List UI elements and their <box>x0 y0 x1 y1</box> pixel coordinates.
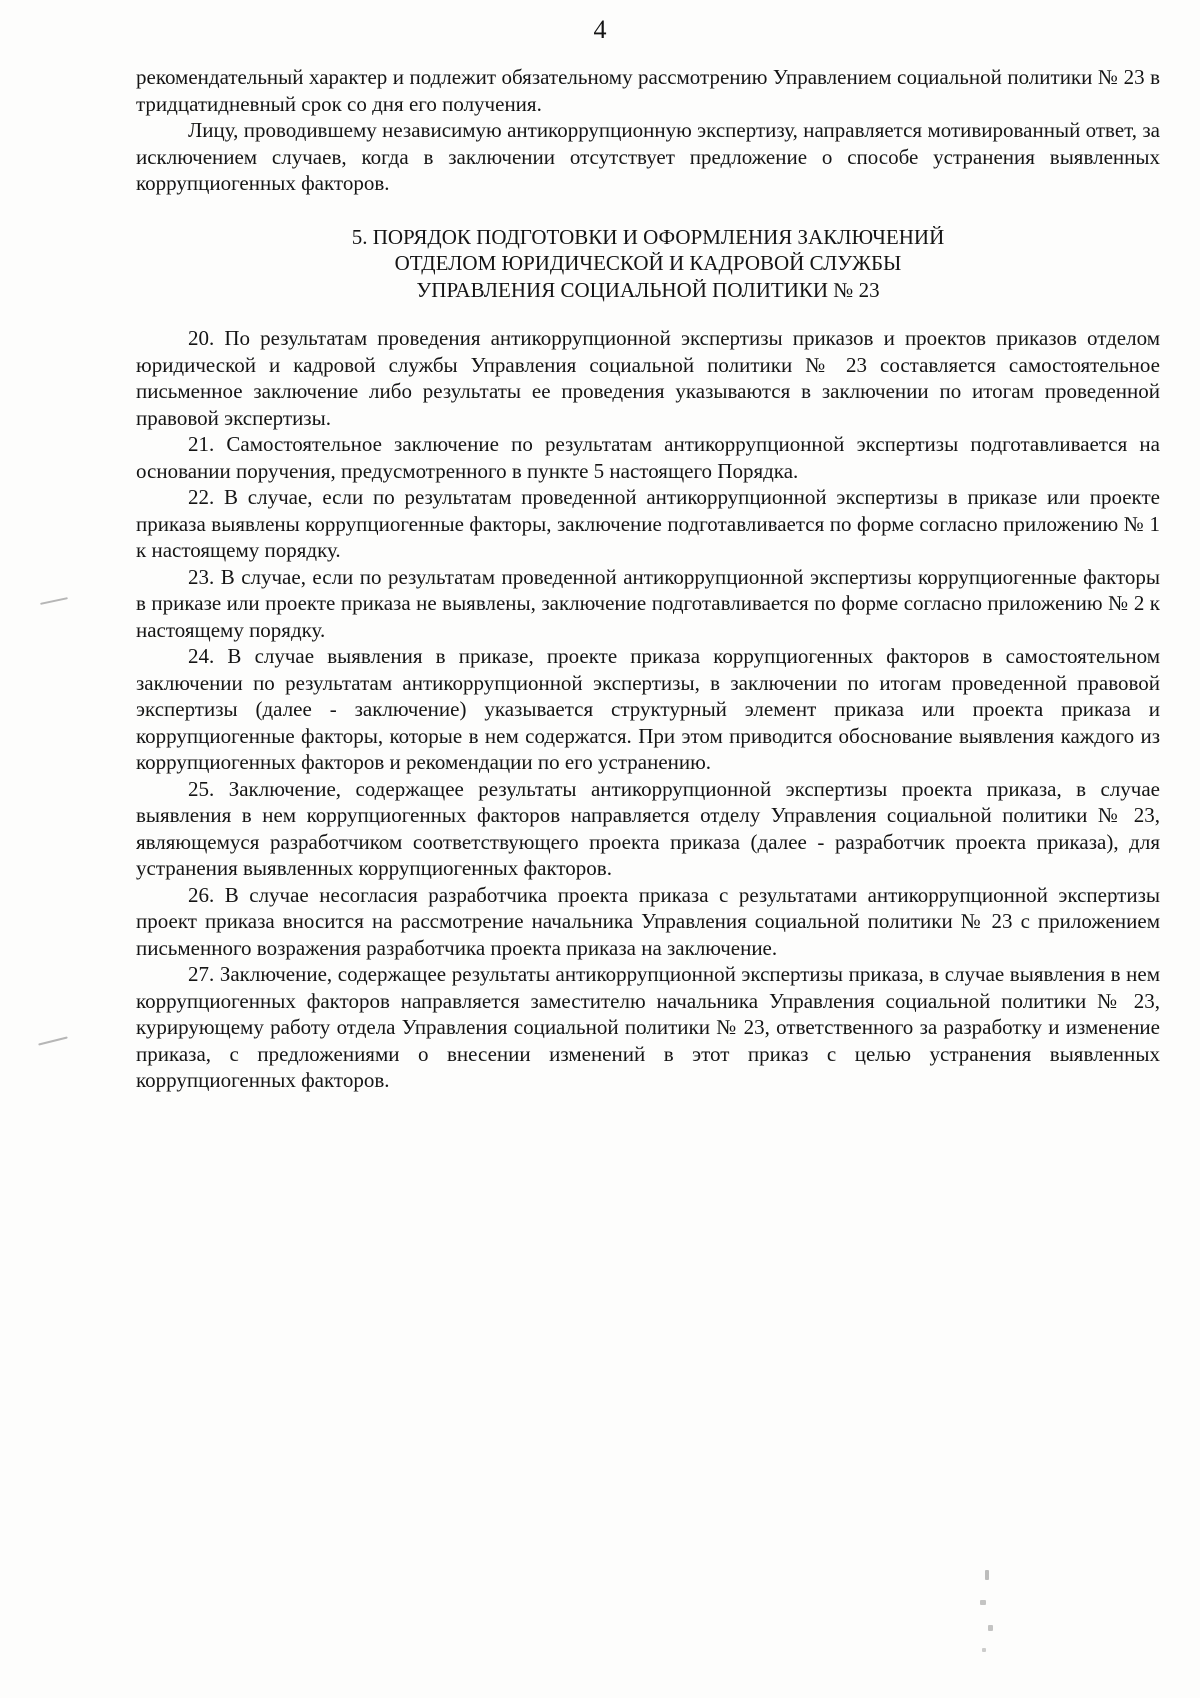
section-title-line: ОТДЕЛОМ ЮРИДИЧЕСКОЙ И КАДРОВОЙ СЛУЖБЫ <box>394 251 902 275</box>
page-number: 4 <box>593 15 607 44</box>
clause-20: 20. По результатам проведения антикоррупционной экспертизы приказов и проектов приказов отделом юридической и кадровой службы Управления социальной политики № 23 составляется самостоятельное письменное заключение либо результаты ее проведения указываются в заключении по итогам проведенной правовой экспертизы. <box>136 326 1160 430</box>
clause-23: 23. В случае, если по результатам проведенной антикоррупционной экспертизы коррупциогенные факторы в приказе или проекте приказа не выявлены, заключение подготавливается по форме согласно приложению № 2 к настоящему порядку. <box>136 564 1160 642</box>
section-title-line: 5. ПОРЯДОК ПОДГОТОВКИ И ОФОРМЛЕНИЯ ЗАКЛЮЧЕНИЙ <box>351 224 945 249</box>
clause-27: 27. Заключение, содержащее результаты антикоррупционной экспертизы приказа, в случае выявления в нем коррупциогенных факторов направляется заместителю начальника Управления социальной политики № 23, курирующему работу отдела Управления социальной политики № 23, ответственного за разработку и изменение приказа, с предложениями о внесении изменений в этот приказ с целью устранения выявленных коррупциогенных факторов. <box>136 962 1160 1092</box>
clause-22: 22. В случае, если по результатам проведенной антикоррупционной экспертизы в приказе или проекте приказа выявлены коррупциогенные факторы, заключение подготавливается по форме согласно приложению № 1 к настоящему порядку. <box>136 485 1160 562</box>
intro-paragraph-response: Лицу, проводившему независимую антикоррупционную экспертизу, направляется мотивированный ответ, за исключением случаев, когда в заключении отсутствует предложение о способе устранения выявленных коррупциогенных факторов. <box>136 118 1160 195</box>
clause-25: 25. Заключение, содержащее результаты антикоррупционной экспертизы проекта приказа, в случае выявления в нем коррупциогенных факторов направляется отделу Управления социальной политики № 23, являющемуся разработчиком соответствующего проекта приказа (далее - разработчик проекта приказа), для устранения выявленных коррупциогенных факторов. <box>136 776 1160 880</box>
scan-speck <box>38 1036 68 1045</box>
section-title-line: УПРАВЛЕНИЯ СОЦИАЛЬНОЙ ПОЛИТИКИ № 23 <box>416 277 880 302</box>
clause-26: 26. В случае несогласия разработчика проекта приказа с результатами антикоррупционной экспертизы проект приказа вносится на рассмотрение начальника Управления социальной политики № 23 с приложением письменного возражения разработчика проекта приказа на заключение. <box>136 882 1160 960</box>
scan-speck <box>980 1600 986 1605</box>
clause-21: 21. Самостоятельное заключение по результатам антикоррупционной экспертизы подготавливается на основании поручения, предусмотренного в пункте 5 настоящего Порядка. <box>136 432 1160 483</box>
intro-paragraph-continued: рекомендательный характер и подлежит обязательному рассмотрению Управлением социальной политики № 23 в тридцатидневный срок со дня его получения. <box>136 65 1160 116</box>
scan-speck <box>985 1570 989 1580</box>
document-body <box>136 64 1160 1094</box>
scan-speck <box>40 597 68 605</box>
scan-speck <box>982 1648 986 1652</box>
section-title <box>136 224 1160 304</box>
clause-24: 24. В случае выявления в приказе, проекте приказа коррупциогенных факторов в самостоятельном заключении по результатам антикоррупционной экспертизы, в заключении по итогам проведенной правовой экспертизы (далее - заключение) указывается структурный элемент приказа или проекта приказа и коррупциогенные факторы, которые в нем содержатся. При этом приводится обоснование выявления каждого из коррупциогенных факторов и рекомендации по его устранению. <box>136 644 1160 774</box>
scan-speck <box>988 1625 993 1631</box>
